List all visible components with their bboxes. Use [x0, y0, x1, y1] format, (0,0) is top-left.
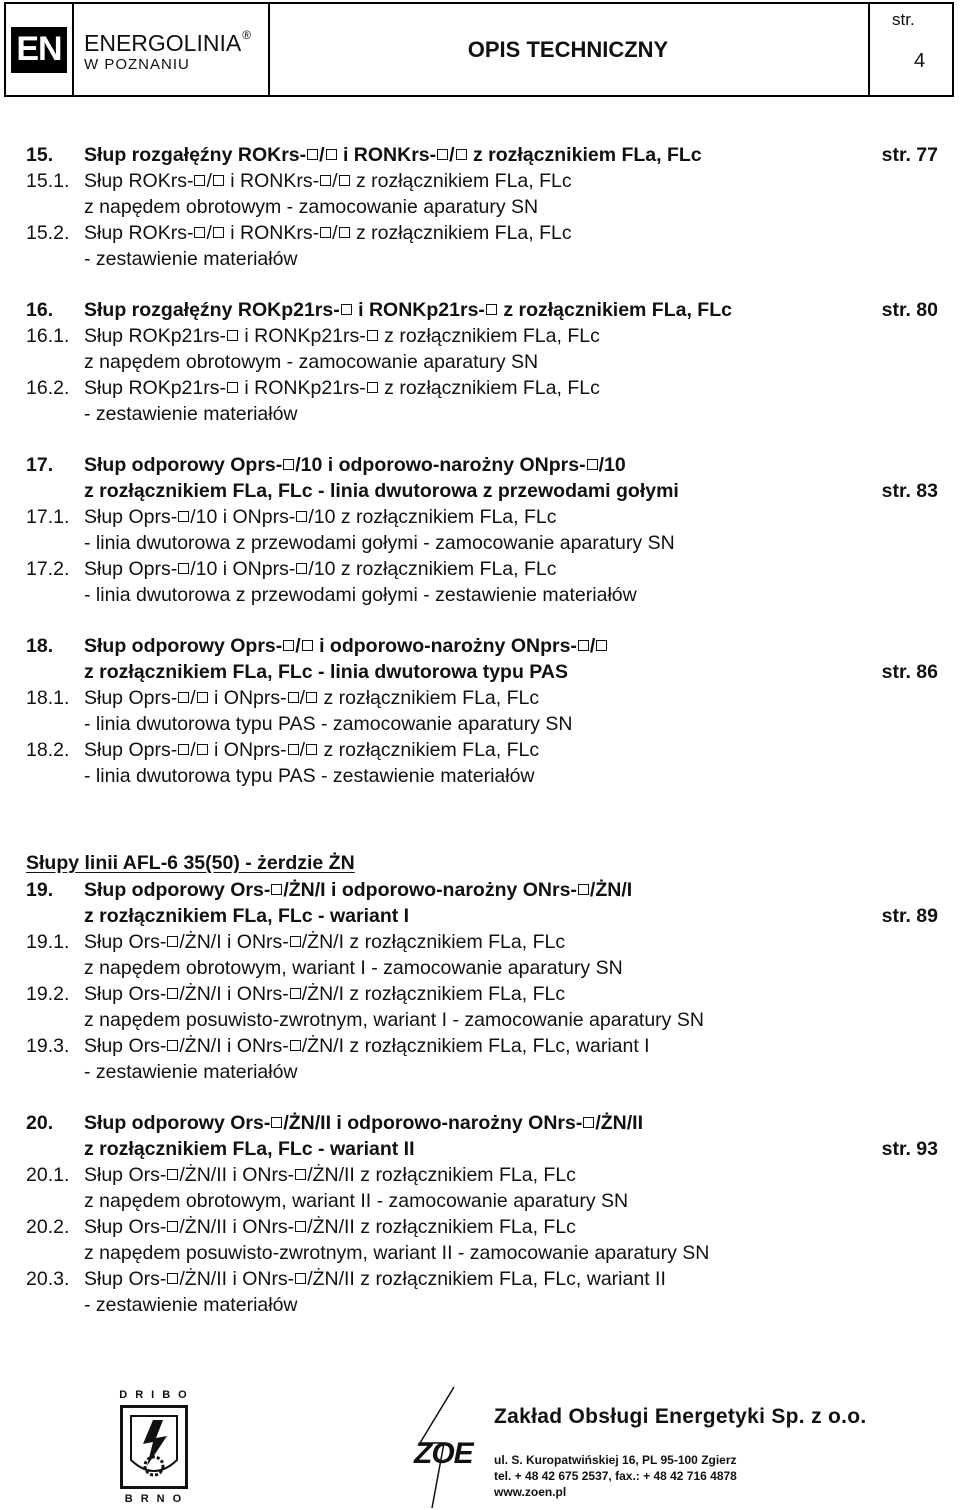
- toc-entry-number: 15.2.: [26, 222, 70, 244]
- placeholder-square-icon: [326, 149, 337, 160]
- toc-entry-number: 20.: [26, 1112, 54, 1134]
- toc-entry-title: Słup Oprs- /10 i ONprs- /10 z rozłącznikiem FLa, FLc: [84, 558, 557, 580]
- placeholder-square-icon: [178, 563, 189, 574]
- toc-entry-number: 17.1.: [26, 506, 70, 528]
- toc-entry: [26, 955, 938, 981]
- placeholder-square-icon: [197, 744, 208, 755]
- toc-entry: [26, 1214, 938, 1240]
- page-footer: [0, 1385, 960, 1510]
- toc-entry: [26, 478, 938, 504]
- toc-entry-title: z rozłącznikiem FLa, FLc - wariant II: [84, 1138, 415, 1160]
- toc-entry: [26, 737, 938, 763]
- toc-entry: [26, 297, 938, 323]
- toc-entry-title: - zestawienie materiałów: [84, 1294, 298, 1316]
- placeholder-square-icon: [288, 692, 299, 703]
- zoe-address: ul. S. Kuropatwińskiej 16, PL 95-100 Zgierz: [494, 1453, 737, 1467]
- toc-entry-title: Słup odporowy Ors- /ŻN/I i odporowo-narożny ONrs- /ŻN/I: [84, 879, 633, 901]
- toc-entry: [26, 1007, 938, 1033]
- zoe-website: www.zoen.pl: [494, 1485, 567, 1499]
- toc-entry: [26, 877, 938, 903]
- toc-entry-title: - linia dwutorowa z przewodami gołymi - zamocowanie aparatury SN: [84, 532, 675, 554]
- toc-entry-number: 18.: [26, 635, 54, 657]
- toc-entry-title: z napędem obrotowym, wariant I - zamocowanie aparatury SN: [84, 957, 623, 979]
- toc-entry: [26, 375, 938, 401]
- toc-entry-number: 20.2.: [26, 1216, 70, 1238]
- lightning-gear-icon: [123, 1408, 185, 1486]
- toc-entry-title: Słup ROKp21rs- i RONKp21rs- z rozłącznikiem FLa, FLc: [84, 377, 600, 399]
- toc-entry-title: z napędem obrotowym - zamocowanie aparatury SN: [84, 351, 539, 373]
- dribo-logo-bottom-text: BRNO: [124, 1493, 190, 1505]
- company-city: W POZNANIU: [84, 56, 190, 73]
- toc-entry-title: Słup odporowy Oprs- / i odporowo-narożny ONprs- /: [84, 633, 608, 659]
- placeholder-square-icon: [167, 988, 178, 999]
- placeholder-square-icon: [587, 459, 598, 470]
- toc-entry-page: str. 93: [881, 1138, 938, 1160]
- placeholder-square-icon: [167, 1273, 178, 1284]
- toc-entry-number: 15.1.: [26, 170, 70, 192]
- toc-entry: [26, 1033, 938, 1059]
- placeholder-square-icon: [283, 640, 294, 651]
- toc-entry-title: z napędem posuwisto-zwrotnym, wariant I - zamocowanie aparatury SN: [84, 1009, 704, 1031]
- placeholder-square-icon: [306, 692, 317, 703]
- toc-entry-title: Słup Ors- /ŻN/II i ONrs- /ŻN/II z rozłącznikiem FLa, FLc, wariant II: [84, 1268, 666, 1290]
- toc-entry-number: 17.2.: [26, 558, 70, 580]
- toc-entry-title: z rozłącznikiem FLa, FLc - linia dwutorowa typu PAS: [84, 661, 568, 683]
- dribo-emblem: [120, 1405, 188, 1489]
- toc-entry-number: 18.1.: [26, 687, 70, 709]
- toc-entry-number: 19.2.: [26, 983, 70, 1005]
- toc-entry: [26, 582, 938, 608]
- toc-entry: [26, 504, 938, 530]
- toc-entry: [26, 1292, 938, 1318]
- zoe-logo: [414, 1385, 484, 1510]
- placeholder-square-icon: [167, 1169, 178, 1180]
- toc-entry-title: - zestawienie materiałów: [84, 403, 298, 425]
- toc-entry: [26, 194, 938, 220]
- toc-entry-title: - linia dwutorowa typu PAS - zamocowanie aparatury SN: [84, 713, 573, 735]
- toc-entry: [26, 659, 938, 685]
- toc-entry-page: str. 86: [881, 661, 938, 683]
- toc-entry-title: Słup ROKrs- / i RONKrs- / z rozłącznikiem FLa, FLc: [84, 170, 572, 192]
- toc-entry-number: 17.: [26, 454, 54, 476]
- placeholder-square-icon: [213, 227, 224, 238]
- placeholder-square-icon: [178, 744, 189, 755]
- toc-entry: [26, 711, 938, 737]
- placeholder-square-icon: [306, 744, 317, 755]
- document-title: OPIS TECHNICZNY: [467, 36, 669, 62]
- toc-entry: [26, 556, 938, 582]
- toc-entry: [26, 1059, 938, 1085]
- toc-entry-title: Słup Oprs- / i ONprs- / z rozłącznikiem FLa, FLc: [84, 739, 540, 761]
- toc-entry-title: Słup rozgałęźny ROKp21rs- i RONKp21rs- z rozłącznikiem FLa, FLc: [84, 299, 732, 321]
- page-number: 4: [914, 50, 926, 72]
- toc-entry-title: z napędem posuwisto-zwrotnym, wariant II - zamocowanie aparatury SN: [84, 1242, 710, 1264]
- toc-entry-title: Słup Ors- /ŻN/II i ONrs- /ŻN/II z rozłącznikiem FLa, FLc: [84, 1216, 576, 1238]
- toc-entry: [26, 530, 938, 556]
- toc-entry-title: - zestawienie materiałów: [84, 248, 298, 270]
- placeholder-square-icon: [167, 1040, 178, 1051]
- toc-entry-title: - linia dwutorowa z przewodami gołymi - zestawienie materiałów: [84, 584, 637, 606]
- toc-entry: [26, 323, 938, 349]
- toc-entry-title: Słup ROKp21rs- i RONKp21rs- z rozłącznikiem FLa, FLc: [84, 325, 600, 347]
- dribo-logo-top-text: DRIBO: [119, 1389, 195, 1401]
- toc-entry: [26, 929, 938, 955]
- zoe-phone: tel. + 48 42 675 2537, fax.: + 48 42 716 4878: [494, 1469, 737, 1483]
- placeholder-square-icon: [302, 640, 313, 651]
- placeholder-square-icon: [339, 227, 350, 238]
- toc-entry-page: str. 77: [881, 144, 938, 166]
- zoe-company-name: Zakład Obsługi Energetyki Sp. z o.o.: [494, 1405, 867, 1428]
- placeholder-square-icon: [290, 936, 301, 947]
- toc-entry: [26, 142, 938, 168]
- placeholder-square-icon: [290, 1040, 301, 1051]
- toc-entry-number: 19.: [26, 879, 54, 901]
- toc-entry-title: Słup Oprs- /10 i ONprs- /10 z rozłącznikiem FLa, FLc: [84, 506, 557, 528]
- placeholder-square-icon: [456, 149, 467, 160]
- toc-entry-number: 19.3.: [26, 1035, 70, 1057]
- toc-entry: [26, 633, 938, 659]
- placeholder-square-icon: [596, 640, 607, 651]
- toc-entry: [26, 1136, 938, 1162]
- page-label: str.: [892, 10, 915, 29]
- placeholder-square-icon: [271, 1117, 282, 1128]
- placeholder-square-icon: [167, 1221, 178, 1232]
- placeholder-square-icon: [167, 936, 178, 947]
- placeholder-square-icon: [194, 227, 205, 238]
- placeholder-square-icon: [227, 382, 238, 393]
- section-heading: Słupy linii AFL-6 35(50) - żerdzie ŻN: [26, 852, 355, 874]
- placeholder-square-icon: [296, 563, 307, 574]
- toc-entry: [26, 401, 938, 427]
- placeholder-square-icon: [307, 149, 318, 160]
- registered-mark: ®: [242, 28, 252, 42]
- toc-entry-title: z napędem obrotowym - zamocowanie aparatury SN: [84, 196, 539, 218]
- placeholder-square-icon: [271, 884, 282, 895]
- toc-entry-number: 16.1.: [26, 325, 70, 347]
- placeholder-square-icon: [295, 1221, 306, 1232]
- toc-entry-page: str. 89: [881, 905, 938, 927]
- placeholder-square-icon: [341, 304, 352, 315]
- placeholder-square-icon: [295, 1169, 306, 1180]
- placeholder-square-icon: [288, 744, 299, 755]
- toc-entry-number: 19.1.: [26, 931, 70, 953]
- placeholder-square-icon: [320, 175, 331, 186]
- toc-entry-title: Słup Oprs- / i ONprs- / z rozłącznikiem FLa, FLc: [84, 687, 540, 709]
- placeholder-square-icon: [367, 382, 378, 393]
- toc-entry: [26, 903, 938, 929]
- toc-entry: [26, 349, 938, 375]
- toc-entry: [26, 168, 938, 194]
- placeholder-square-icon: [283, 459, 294, 470]
- placeholder-square-icon: [227, 330, 238, 341]
- toc-entry: [26, 685, 938, 711]
- company-name-text: ENERGOLINIA: [84, 30, 242, 56]
- toc-entry-title: Słup Ors- /ŻN/I i ONrs- /ŻN/I z rozłącznikiem FLa, FLc: [84, 983, 566, 1005]
- toc-entry-page: str. 80: [881, 299, 938, 321]
- toc-entry: [26, 763, 938, 789]
- toc-entry: [26, 1110, 938, 1136]
- toc-entry: [26, 1266, 938, 1292]
- placeholder-square-icon: [197, 692, 208, 703]
- toc-entry: [26, 246, 938, 272]
- toc-entry: [26, 452, 938, 478]
- toc-entry-title: z rozłącznikiem FLa, FLc - wariant I: [84, 905, 410, 927]
- toc-entry: [26, 1188, 938, 1214]
- placeholder-square-icon: [367, 330, 378, 341]
- placeholder-square-icon: [295, 1273, 306, 1284]
- placeholder-square-icon: [486, 304, 497, 315]
- dribo-logo: [112, 1389, 196, 1505]
- toc-entry-number: 20.1.: [26, 1164, 70, 1186]
- toc-entry-title: Słup Ors- /ŻN/I i ONrs- /ŻN/I z rozłącznikiem FLa, FLc: [84, 931, 566, 953]
- toc-entry-title: z rozłącznikiem FLa, FLc - linia dwutorowa z przewodami gołymi: [84, 480, 679, 502]
- toc-entry-title: z napędem obrotowym, wariant II - zamocowanie aparatury SN: [84, 1190, 629, 1212]
- toc-entry-title: - linia dwutorowa typu PAS - zestawienie materiałów: [84, 765, 535, 787]
- zoe-logo-text: ZOE: [414, 1437, 473, 1470]
- placeholder-square-icon: [296, 511, 307, 522]
- placeholder-square-icon: [290, 988, 301, 999]
- toc-entry-number: 18.2.: [26, 739, 70, 761]
- toc-entry-page: str. 83: [881, 480, 938, 502]
- toc-entry-title: Słup rozgałęźny ROKrs- / i RONKrs- / z rozłącznikiem FLa, FLc: [84, 144, 702, 166]
- toc-entry-number: 16.: [26, 299, 54, 321]
- toc-entry: [26, 1240, 938, 1266]
- placeholder-square-icon: [178, 511, 189, 522]
- toc-entry-title: Słup odporowy Ors- /ŻN/II i odporowo-narożny ONrs- /ŻN/II: [84, 1112, 644, 1134]
- placeholder-square-icon: [583, 1117, 594, 1128]
- placeholder-square-icon: [178, 692, 189, 703]
- toc-entry-title: Słup Ors- /ŻN/I i ONrs- /ŻN/I z rozłącznikiem FLa, FLc, wariant I: [84, 1035, 650, 1057]
- toc-entry-number: 15.: [26, 144, 54, 166]
- placeholder-square-icon: [578, 884, 589, 895]
- toc-entry-title: Słup Ors- /ŻN/II i ONrs- /ŻN/II z rozłącznikiem FLa, FLc: [84, 1164, 576, 1186]
- placeholder-square-icon: [437, 149, 448, 160]
- logo-badge: EN: [11, 27, 67, 73]
- placeholder-square-icon: [578, 640, 589, 651]
- toc-entry: [26, 1162, 938, 1188]
- placeholder-square-icon: [339, 175, 350, 186]
- toc-entry: [26, 220, 938, 246]
- toc-entry-title: Słup odporowy Oprs- /10 i odporowo-narożny ONprs- /10: [84, 454, 626, 476]
- toc-entry-number: 16.2.: [26, 377, 70, 399]
- placeholder-square-icon: [213, 175, 224, 186]
- toc-entry-title: Słup ROKrs- / i RONKrs- / z rozłącznikiem FLa, FLc: [84, 222, 572, 244]
- placeholder-square-icon: [194, 175, 205, 186]
- toc-entry: [26, 981, 938, 1007]
- toc-entry-number: 20.3.: [26, 1268, 70, 1290]
- toc-entry-title: - zestawienie materiałów: [84, 1061, 298, 1083]
- placeholder-square-icon: [320, 227, 331, 238]
